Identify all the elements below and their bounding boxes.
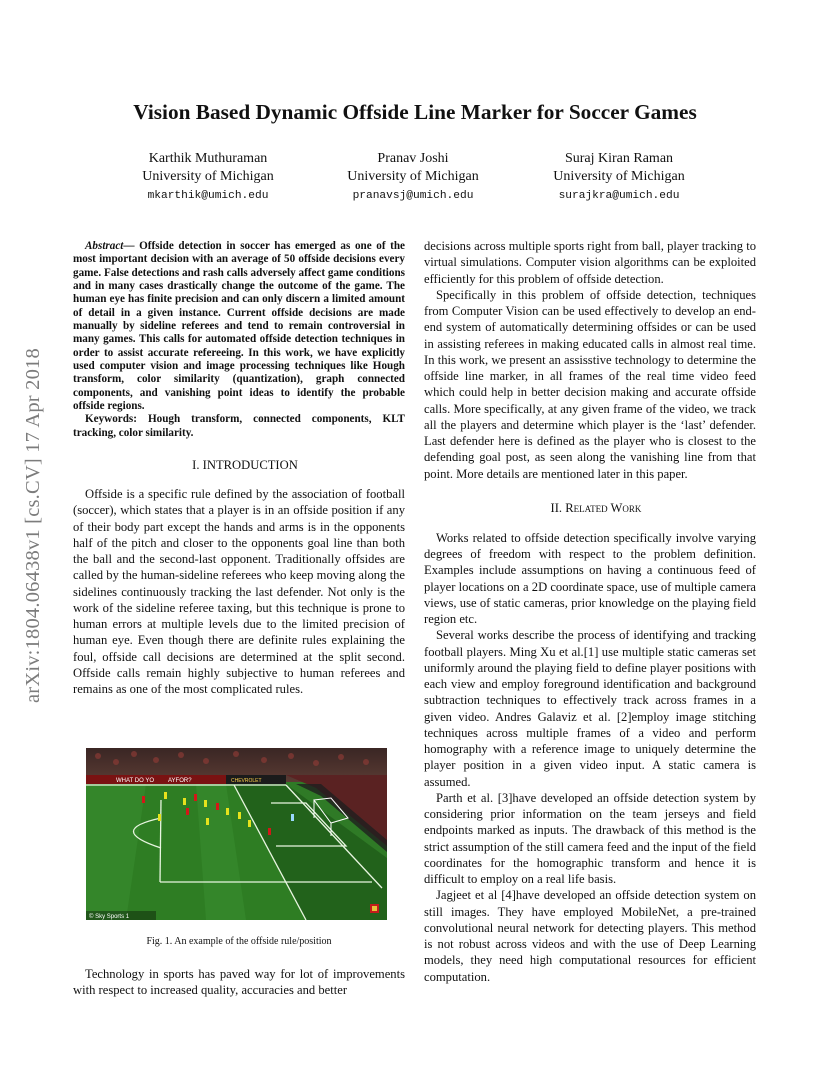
abstract-label: Abstract <box>85 240 124 252</box>
related-paragraph-3: Parth et al. [3]have developed an offside detection system by considering prior information on the team jerseys and field endpoints marked as inputs. The drawback of this method is the strict assumption of the still camera feed and the input of the field coordinates for the homographic transform and hence it is difficult to employ on a real life basis. <box>424 790 756 886</box>
author-email: surajkra@umich.edu <box>558 190 680 202</box>
abstract <box>73 240 405 413</box>
author-block-2 <box>313 150 513 205</box>
author-email: pranavsj@umich.edu <box>352 190 474 202</box>
intro-paragraph-1: Offside is a specific rule defined by the association of football (soccer), which states that a player is in an offside position if any of their body part except the hands and arms is in the opponents half of the pitch and closer to the opponents goal line than both the ball and the second-last opponent. Traditionally offsides are called by the human-sideline referees who keep moving along the sidelines continuously tracking the last defender. Not only is the work of the sideline referee taxing, but this technique is prone to human errors at multiple levels due to the limited precision of human eye. Even though there are definite rules explaining the foul, offside call decisions are determined at the split second. Offside calls remain highly subjective to human referees and remains as one of the most complicated rules. <box>73 487 405 697</box>
figure-soccer-offside <box>86 748 387 920</box>
intro-paragraph-3: Specifically in this problem of offside detection, techniques from Computer Vision can be used effectively to develop an end-end system of automatically determining offsides or can be used in assisting referees in making educated calls in almost real time. In this work, we present an assisstive technology to determine the offside line marker, in all frames of the real time video feed which could help in better decision making and accurate offside calls. More specifically, at any given frame of the video, we track all the players and determine which player is the ‘last’ defender. Last defender here is defined as the player who is closest to the defending goal post, as seen along the vanishing line from that point. More details are mentioned later in this paper. <box>424 287 756 481</box>
related-paragraph-1: Works related to offside detection specifically involve varying degrees of freedom with respect to the problem definition. Examples include assumptions on having a continuous feed of player locations on a 2D coordinate space, use of multiple camera views, use of static cameras, prior knowledge on the playing field region etc. <box>424 530 756 626</box>
figure-watermark: © Sky Sports 1 <box>89 914 130 920</box>
intro-paragraph-2: Technology in sports has paved way for lot of improvements with respect to increased quality, accuracies and better <box>73 967 405 998</box>
author-block-1 <box>108 150 308 205</box>
abstract-text: Offside detection in soccer has emerged as one of the most important decision with an average of 50 offside decisions every game. False detections and rash calls adversely affect game conditions and in many cases drastically change the outcome of the game. The human eye has finite precision and can only discern a limited amount of detail in a given instance. Current offside decisions are made manually by sideline referees and tend to remain controversial in many games. This calls for automated offside detection techniques in order to assist accurate refereeing. In this work, we have explicitly used computer vision and image processing techniques like Hough transform, color similarity (quantization), graph connected components, and vanishing point ideas to identify the probable offside regions. <box>73 240 405 413</box>
arxiv-identifier: arXiv:1804.06438v1 [cs.CV] 17 Apr 2018 <box>22 348 44 704</box>
left-column <box>73 240 405 697</box>
author-affiliation: University of Michigan <box>553 169 685 184</box>
author-email: mkarthik@umich.edu <box>147 190 269 202</box>
ad-board-text: CHEVROLET <box>231 778 262 784</box>
related-paragraph-4: Jagjeet et al [4]have developed an offside detection system on still images. They have employed MobileNet, a pre-trained convolutional neural network for detecting players. This method is not robust across videos and with the use of Deep Learning models, they need high computational resources for efficient computation. <box>424 888 756 984</box>
figure-caption: Fig. 1. An example of the offside rule/position <box>146 936 332 947</box>
ad-board-text: WHAT DO YO <box>116 778 155 784</box>
ad-board-text: AYFOR? <box>168 778 192 784</box>
author-name: Pranav Joshi <box>377 151 449 166</box>
author-name: Karthik Muthuraman <box>148 151 268 166</box>
author-block-3 <box>519 150 719 205</box>
author-name: Suraj Kiran Raman <box>564 151 674 166</box>
section-heading-related-work: II. Related Work <box>550 500 642 515</box>
abstract-dash: — <box>123 240 140 252</box>
intro-paragraph-continued: decisions across multiple sports right from ball, player tracking to virtual simulations. Computer vision algorithms can be exploited efficiently for this problem of offside detection. <box>424 239 756 286</box>
related-paragraph-2: Several works describe the process of identifying and tracking football players. Ming Xu et al.[1] use multiple static cameras set uniformly around the playing field to define player positions with each view and employ foreground identification and background subtraction techniques to effectively track across frames in a given video. Andres Galaviz et al. [2]employ image stitching techniques across multiple frames of a video and perform homography with a reference image to uniquely determine the player position in a given video input. A static camera is assumed. <box>424 628 756 789</box>
left-column-bottom <box>73 966 405 999</box>
right-column <box>424 238 756 985</box>
author-affiliation: University of Michigan <box>347 169 479 184</box>
section-heading-introduction: I. INTRODUCTION <box>192 458 298 473</box>
paper-title: Vision Based Dynamic Offside Line Marker for Soccer Games <box>133 100 697 124</box>
author-affiliation: University of Michigan <box>142 169 274 184</box>
keywords: Keywords: Hough transform, connected components, KLT tracking, color similarity. <box>73 413 405 439</box>
